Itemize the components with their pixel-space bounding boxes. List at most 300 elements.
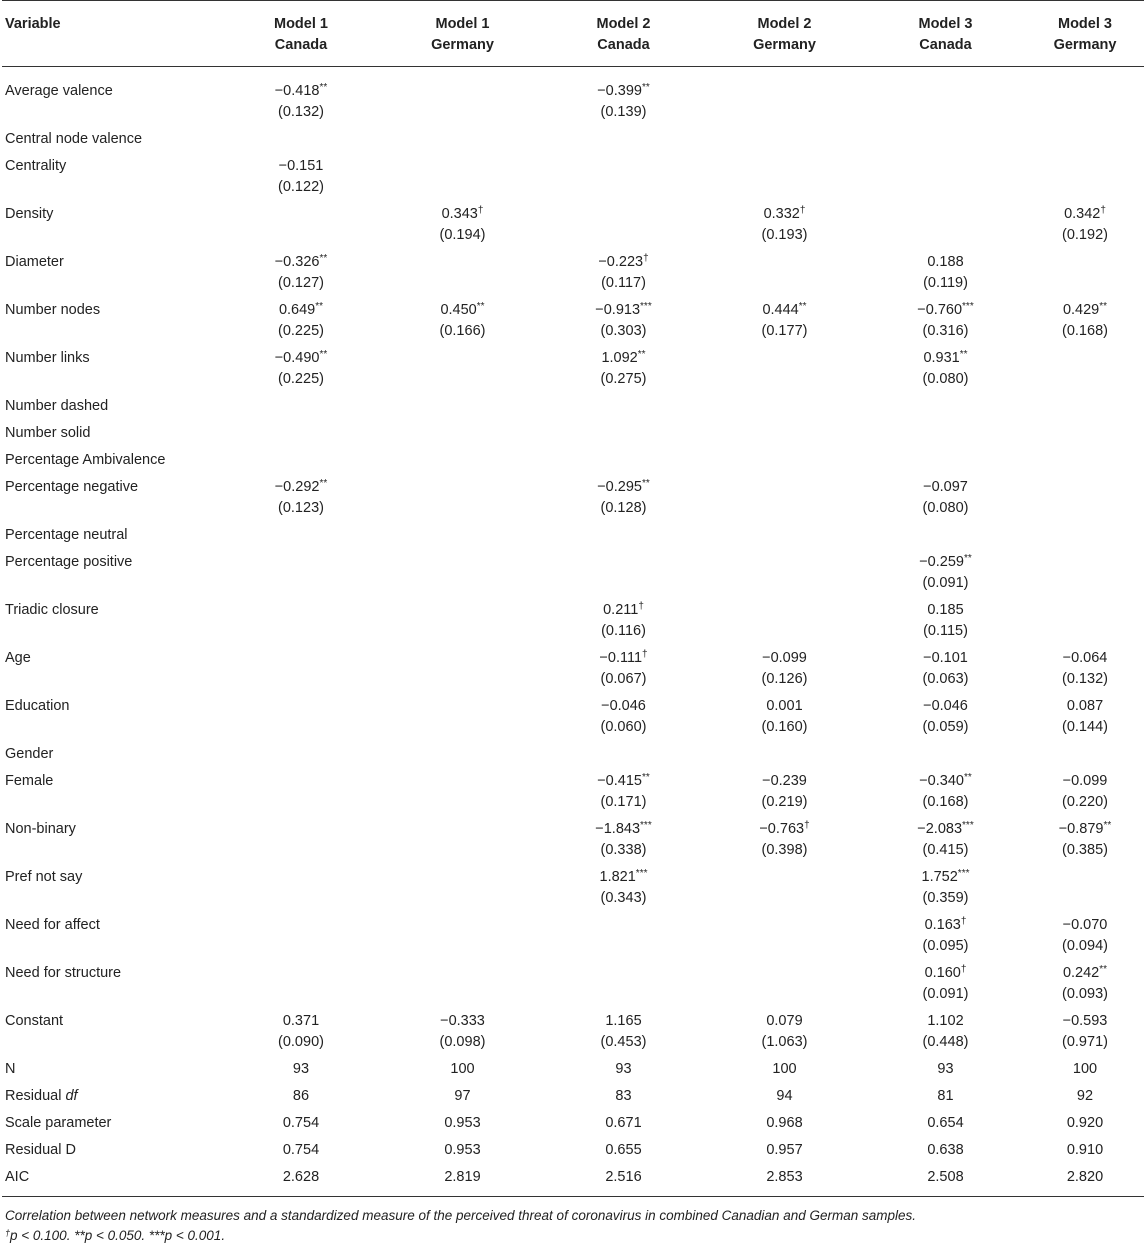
coefficient: 1.102 bbox=[927, 1013, 964, 1029]
table-cell: 0.654 bbox=[927, 1115, 964, 1131]
standard-error: (0.144) bbox=[1062, 719, 1108, 735]
standard-error: (0.168) bbox=[1062, 323, 1108, 339]
standard-error: (0.192) bbox=[1062, 227, 1108, 243]
column-header-variable: Variable bbox=[2, 1, 220, 67]
standard-error: (0.132) bbox=[278, 104, 324, 120]
standard-error: (0.275) bbox=[600, 371, 647, 387]
coefficient: −0.490** bbox=[274, 349, 328, 366]
table-cell bbox=[1026, 123, 1144, 150]
standard-error: (0.098) bbox=[439, 1034, 486, 1050]
table-row bbox=[2, 417, 1144, 444]
table-cell bbox=[220, 294, 382, 342]
standard-error: (0.093) bbox=[1062, 986, 1108, 1002]
table-cell bbox=[1026, 1005, 1144, 1053]
coefficient: 0.242** bbox=[1062, 964, 1108, 981]
standard-error: (0.067) bbox=[600, 671, 647, 687]
table-cell bbox=[220, 471, 382, 519]
standard-error: (0.115) bbox=[923, 623, 968, 639]
table-cell bbox=[543, 957, 704, 1005]
standard-error: (0.359) bbox=[922, 890, 969, 906]
table-cell bbox=[220, 198, 382, 246]
row-label: Percentage Ambivalence bbox=[5, 452, 166, 468]
table-footnote bbox=[5, 1206, 1146, 1246]
table-cell bbox=[543, 444, 704, 471]
table-cell bbox=[1026, 150, 1144, 198]
table-cell bbox=[704, 123, 865, 150]
table-cell bbox=[543, 909, 704, 957]
table-row bbox=[2, 690, 1144, 738]
table-cell bbox=[704, 738, 865, 765]
footnote-caption: Correlation between network measures and a standardized measure of the perceived threat of coronavirus in combined Canadian and German samples. bbox=[5, 1208, 917, 1223]
table-cell bbox=[543, 813, 704, 861]
table-cell: 0.754 bbox=[282, 1115, 320, 1131]
coefficient: 0.163† bbox=[924, 916, 967, 933]
standard-error: (0.193) bbox=[761, 227, 808, 243]
coefficient: −0.046 bbox=[923, 698, 968, 714]
coefficient: −1.843*** bbox=[595, 820, 652, 837]
table-cell: 2.508 bbox=[865, 1161, 1026, 1197]
table-cell bbox=[865, 738, 1026, 765]
table-row bbox=[2, 246, 1144, 294]
table-cell: 97 bbox=[454, 1088, 471, 1104]
table-cell bbox=[704, 642, 865, 690]
table-cell bbox=[220, 1005, 382, 1053]
table-cell bbox=[543, 246, 704, 294]
table-cell bbox=[865, 813, 1026, 861]
table-cell bbox=[220, 813, 382, 861]
table-cell bbox=[704, 909, 865, 957]
standard-error: (0.091) bbox=[922, 575, 969, 591]
coefficient: −0.151 bbox=[278, 158, 324, 174]
coefficient: 0.332† bbox=[763, 205, 806, 222]
standard-error: (0.343) bbox=[600, 890, 647, 906]
coefficient: −0.070 bbox=[1062, 917, 1108, 933]
row-label: Percentage positive bbox=[5, 554, 133, 570]
table-row bbox=[2, 1080, 1144, 1107]
table-cell bbox=[543, 123, 704, 150]
table-row bbox=[2, 1107, 1144, 1134]
coefficient: −0.046 bbox=[601, 698, 646, 714]
standard-error: (0.116) bbox=[601, 623, 646, 639]
table-cell: 2.853 bbox=[704, 1161, 865, 1197]
coefficient: 0.931** bbox=[923, 349, 968, 366]
table-cell bbox=[865, 390, 1026, 417]
table-cell bbox=[382, 294, 543, 342]
table-cell bbox=[865, 594, 1026, 642]
row-label: Residual df bbox=[5, 1088, 78, 1104]
table-cell bbox=[382, 519, 543, 546]
row-label: Gender bbox=[5, 746, 54, 762]
coefficient: −0.223† bbox=[598, 253, 649, 270]
standard-error: (0.126) bbox=[761, 671, 808, 687]
table-cell: 0.671 bbox=[605, 1115, 642, 1131]
table-cell bbox=[704, 294, 865, 342]
table-cell: 83 bbox=[615, 1088, 632, 1104]
row-label: Pref not say bbox=[5, 869, 83, 885]
table-cell bbox=[1026, 957, 1144, 1005]
table-row bbox=[2, 150, 1144, 198]
coefficient: −0.097 bbox=[923, 479, 968, 495]
table-cell: 2.820 bbox=[1026, 1161, 1144, 1197]
standard-error: (0.194) bbox=[439, 227, 486, 243]
table-cell bbox=[865, 909, 1026, 957]
table-cell: 94 bbox=[776, 1088, 793, 1104]
table-cell bbox=[1026, 909, 1144, 957]
coefficient: −0.326** bbox=[274, 253, 328, 270]
standard-error: (0.225) bbox=[278, 323, 324, 339]
table-cell bbox=[704, 246, 865, 294]
coefficient: −0.099 bbox=[762, 650, 807, 666]
standard-error: (0.090) bbox=[278, 1034, 324, 1050]
table-cell bbox=[543, 198, 704, 246]
row-label: Percentage neutral bbox=[5, 527, 128, 543]
table-cell bbox=[382, 642, 543, 690]
coefficient: 1.821*** bbox=[599, 868, 648, 885]
table-cell bbox=[220, 765, 382, 813]
table-cell bbox=[382, 765, 543, 813]
table-cell bbox=[382, 123, 543, 150]
standard-error: (0.448) bbox=[922, 1034, 969, 1050]
row-label: Number links bbox=[5, 350, 90, 366]
standard-error: (0.119) bbox=[923, 275, 968, 291]
coefficient: −0.415** bbox=[597, 772, 650, 789]
table-cell bbox=[543, 519, 704, 546]
table-cell bbox=[704, 471, 865, 519]
coefficient: −0.763† bbox=[759, 820, 810, 837]
standard-error: (0.220) bbox=[1062, 794, 1108, 810]
coefficient: −0.111† bbox=[599, 649, 648, 666]
coefficient: −0.099 bbox=[1062, 773, 1108, 789]
table-row bbox=[2, 519, 1144, 546]
table-row bbox=[2, 1053, 1144, 1080]
coefficient: −0.292** bbox=[274, 478, 328, 495]
standard-error: (0.316) bbox=[922, 323, 969, 339]
table-cell bbox=[543, 150, 704, 198]
table-cell bbox=[382, 342, 543, 390]
table-cell bbox=[865, 765, 1026, 813]
table-cell: 0.968 bbox=[766, 1115, 803, 1131]
row-label: Percentage negative bbox=[5, 479, 139, 495]
table-cell bbox=[865, 546, 1026, 594]
table-cell: 0.754 bbox=[282, 1142, 320, 1158]
table-cell: 100 bbox=[772, 1061, 797, 1077]
coefficient: −0.259** bbox=[919, 553, 972, 570]
table-cell bbox=[220, 67, 382, 124]
table-cell bbox=[382, 546, 543, 594]
header-row bbox=[2, 1, 1144, 67]
table-cell bbox=[543, 471, 704, 519]
table-cell bbox=[382, 813, 543, 861]
table-cell bbox=[220, 594, 382, 642]
table-row bbox=[2, 594, 1144, 642]
table-row bbox=[2, 738, 1144, 765]
table-cell bbox=[220, 417, 382, 444]
standard-error: (0.160) bbox=[761, 719, 808, 735]
table-cell bbox=[1026, 246, 1144, 294]
table-cell bbox=[543, 342, 704, 390]
table-cell bbox=[220, 861, 382, 909]
table-cell bbox=[382, 67, 543, 124]
table-cell bbox=[865, 294, 1026, 342]
standard-error: (0.219) bbox=[761, 794, 808, 810]
coefficient: −0.593 bbox=[1062, 1013, 1108, 1029]
coefficient: 0.001 bbox=[766, 698, 803, 714]
table-cell bbox=[865, 67, 1026, 124]
table-cell bbox=[704, 594, 865, 642]
table-cell: 0.638 bbox=[927, 1142, 964, 1158]
table-cell bbox=[704, 519, 865, 546]
table-cell bbox=[220, 246, 382, 294]
column-header-model-1-germany: Model 1 Germany bbox=[382, 1, 543, 67]
standard-error: (0.060) bbox=[600, 719, 647, 735]
table-cell: 81 bbox=[937, 1088, 954, 1104]
table-cell bbox=[1026, 444, 1144, 471]
table-cell bbox=[1026, 642, 1144, 690]
table-cell: 0.655 bbox=[605, 1142, 642, 1158]
table-cell bbox=[865, 417, 1026, 444]
table-cell bbox=[382, 861, 543, 909]
table-row bbox=[2, 444, 1144, 471]
row-label: N bbox=[5, 1061, 16, 1077]
table-row bbox=[2, 546, 1144, 594]
row-label: Diameter bbox=[5, 254, 64, 270]
table-cell: 0.953 bbox=[444, 1115, 481, 1131]
standard-error: (0.385) bbox=[1062, 842, 1108, 858]
table-cell bbox=[1026, 342, 1144, 390]
table-cell: 92 bbox=[1076, 1088, 1094, 1104]
table-row bbox=[2, 861, 1144, 909]
table-cell bbox=[543, 390, 704, 417]
coefficient: −0.064 bbox=[1062, 650, 1108, 666]
table-cell bbox=[1026, 738, 1144, 765]
coefficient: −2.083*** bbox=[917, 820, 974, 837]
table-cell bbox=[220, 150, 382, 198]
table-cell bbox=[220, 123, 382, 150]
standard-error: (0.127) bbox=[278, 275, 324, 291]
table-cell bbox=[865, 1005, 1026, 1053]
table-cell bbox=[382, 909, 543, 957]
table-cell bbox=[1026, 765, 1144, 813]
row-label: Non-binary bbox=[5, 821, 76, 837]
column-header-model-3-canada: Model 3 Canada bbox=[865, 1, 1026, 67]
standard-error: (0.091) bbox=[922, 986, 969, 1002]
row-label: Education bbox=[5, 698, 70, 714]
table-cell bbox=[220, 690, 382, 738]
table-cell bbox=[865, 690, 1026, 738]
table-cell bbox=[382, 417, 543, 444]
table-cell: 2.819 bbox=[382, 1161, 543, 1197]
table-cell bbox=[220, 909, 382, 957]
table-row bbox=[2, 294, 1144, 342]
row-label: Average valence bbox=[5, 83, 113, 99]
table-cell bbox=[543, 861, 704, 909]
standard-error: (0.338) bbox=[600, 842, 647, 858]
standard-error: (0.171) bbox=[600, 794, 647, 810]
table-row bbox=[2, 342, 1144, 390]
table-row bbox=[2, 642, 1144, 690]
row-label: AIC bbox=[2, 1161, 220, 1197]
coefficient: −0.399** bbox=[597, 82, 650, 99]
coefficient: 0.450** bbox=[440, 301, 485, 318]
table-cell bbox=[865, 471, 1026, 519]
standard-error: (0.080) bbox=[922, 371, 969, 387]
table-cell: 2.628 bbox=[220, 1161, 382, 1197]
standard-error: (0.166) bbox=[439, 323, 486, 339]
table-cell: 100 bbox=[1072, 1061, 1098, 1077]
table-row bbox=[2, 957, 1144, 1005]
table-cell bbox=[704, 546, 865, 594]
table-cell: 0.910 bbox=[1066, 1142, 1104, 1158]
standard-error: (0.303) bbox=[600, 323, 647, 339]
table-cell bbox=[382, 150, 543, 198]
coefficient: 0.429** bbox=[1062, 301, 1108, 318]
standard-error: (0.095) bbox=[922, 938, 969, 954]
standard-error: (0.415) bbox=[922, 842, 969, 858]
table-cell bbox=[543, 1005, 704, 1053]
table-cell bbox=[1026, 594, 1144, 642]
table-cell bbox=[1026, 417, 1144, 444]
table-cell bbox=[382, 690, 543, 738]
table-cell bbox=[543, 546, 704, 594]
table-cell: 0.920 bbox=[1066, 1115, 1104, 1131]
table-cell bbox=[1026, 294, 1144, 342]
coefficient: 0.079 bbox=[766, 1013, 803, 1029]
row-label: Central node valence bbox=[5, 131, 143, 147]
row-label: Constant bbox=[5, 1013, 64, 1029]
table-cell: 86 bbox=[292, 1088, 310, 1104]
table-cell bbox=[704, 444, 865, 471]
coefficient: −0.295** bbox=[597, 478, 650, 495]
standard-error: (0.398) bbox=[761, 842, 808, 858]
coefficient: 0.371 bbox=[282, 1013, 320, 1029]
standard-error: (0.059) bbox=[922, 719, 969, 735]
standard-error: (0.132) bbox=[1062, 671, 1108, 687]
table-row bbox=[2, 471, 1144, 519]
table-cell bbox=[382, 957, 543, 1005]
row-label: Need for structure bbox=[5, 965, 122, 981]
column-header-model-2-germany: Model 2 Germany bbox=[704, 1, 865, 67]
row-label: Age bbox=[5, 650, 31, 666]
table-cell bbox=[865, 123, 1026, 150]
table-cell bbox=[1026, 546, 1144, 594]
table-row bbox=[2, 390, 1144, 417]
table-row bbox=[2, 813, 1144, 861]
table-cell bbox=[220, 342, 382, 390]
coefficient: −0.340** bbox=[919, 772, 972, 789]
coefficient: 0.211† bbox=[603, 601, 644, 618]
coefficient: 0.444** bbox=[762, 301, 807, 318]
column-header-model-1-canada: Model 1 Canada bbox=[220, 1, 382, 67]
coefficient: 1.165 bbox=[605, 1013, 642, 1029]
coefficient: 0.087 bbox=[1066, 698, 1104, 714]
standard-error: (0.080) bbox=[922, 500, 969, 516]
table-cell bbox=[543, 738, 704, 765]
table-cell bbox=[865, 519, 1026, 546]
row-label: Scale parameter bbox=[5, 1115, 112, 1131]
regression-table bbox=[2, 0, 1144, 1197]
coefficient: 0.188 bbox=[927, 254, 964, 270]
table-row bbox=[2, 1161, 1144, 1197]
table-cell bbox=[865, 246, 1026, 294]
table-cell bbox=[865, 957, 1026, 1005]
standard-error: (0.971) bbox=[1062, 1034, 1108, 1050]
table-cell bbox=[220, 519, 382, 546]
table-cell bbox=[704, 690, 865, 738]
table-cell bbox=[543, 294, 704, 342]
table-cell bbox=[220, 444, 382, 471]
standard-error: (0.139) bbox=[600, 104, 647, 120]
coefficient: −0.333 bbox=[440, 1013, 485, 1029]
standard-error: (0.094) bbox=[1062, 938, 1108, 954]
table-cell bbox=[1026, 67, 1144, 124]
table-cell bbox=[1026, 471, 1144, 519]
table-cell bbox=[382, 1005, 543, 1053]
table-cell bbox=[543, 642, 704, 690]
standard-error: (0.063) bbox=[922, 671, 969, 687]
table-cell bbox=[704, 198, 865, 246]
table-row bbox=[2, 123, 1144, 150]
table-cell: 93 bbox=[292, 1061, 310, 1077]
table-cell bbox=[865, 150, 1026, 198]
coefficient: 0.342† bbox=[1064, 205, 1106, 222]
standard-error: (0.168) bbox=[922, 794, 969, 810]
coefficient: 0.160† bbox=[924, 964, 967, 981]
table-cell bbox=[543, 417, 704, 444]
column-header-model-3-germany: Model 3 Germany bbox=[1026, 1, 1144, 67]
coefficient: 1.752*** bbox=[921, 868, 970, 885]
table-cell bbox=[220, 546, 382, 594]
coefficient: 0.649** bbox=[278, 301, 324, 318]
row-label: Female bbox=[5, 773, 54, 789]
coefficient: −0.760*** bbox=[917, 301, 974, 318]
table-cell bbox=[220, 957, 382, 1005]
table-cell bbox=[382, 444, 543, 471]
table-cell bbox=[382, 594, 543, 642]
standard-error: (1.063) bbox=[761, 1034, 808, 1050]
table-cell: 93 bbox=[615, 1061, 632, 1077]
standard-error: (0.128) bbox=[600, 500, 647, 516]
coefficient: −0.913*** bbox=[595, 301, 652, 318]
standard-error: (0.123) bbox=[278, 500, 324, 516]
table-cell bbox=[704, 390, 865, 417]
standard-error: (0.225) bbox=[278, 371, 324, 387]
standard-error: (0.122) bbox=[278, 179, 324, 195]
table-cell bbox=[704, 67, 865, 124]
table-cell bbox=[704, 1005, 865, 1053]
row-label: Number nodes bbox=[5, 302, 101, 318]
row-label: Centrality bbox=[5, 158, 67, 174]
table-cell bbox=[704, 861, 865, 909]
table-cell bbox=[382, 198, 543, 246]
standard-error: (0.117) bbox=[601, 275, 646, 291]
row-label: Triadic closure bbox=[5, 602, 99, 618]
table-cell bbox=[1026, 813, 1144, 861]
coefficient: 0.343† bbox=[441, 205, 484, 222]
row-label: Number dashed bbox=[5, 398, 109, 414]
table-row bbox=[2, 765, 1144, 813]
table-cell bbox=[865, 642, 1026, 690]
table-cell bbox=[220, 390, 382, 417]
row-label: Need for affect bbox=[5, 917, 100, 933]
coefficient: 1.092** bbox=[601, 349, 646, 366]
table-cell bbox=[382, 738, 543, 765]
table-row bbox=[2, 67, 1144, 124]
standard-error: (0.177) bbox=[761, 323, 808, 339]
table-cell: 2.516 bbox=[543, 1161, 704, 1197]
table-cell bbox=[865, 861, 1026, 909]
coefficient: −0.101 bbox=[923, 650, 968, 666]
table-cell bbox=[1026, 198, 1144, 246]
